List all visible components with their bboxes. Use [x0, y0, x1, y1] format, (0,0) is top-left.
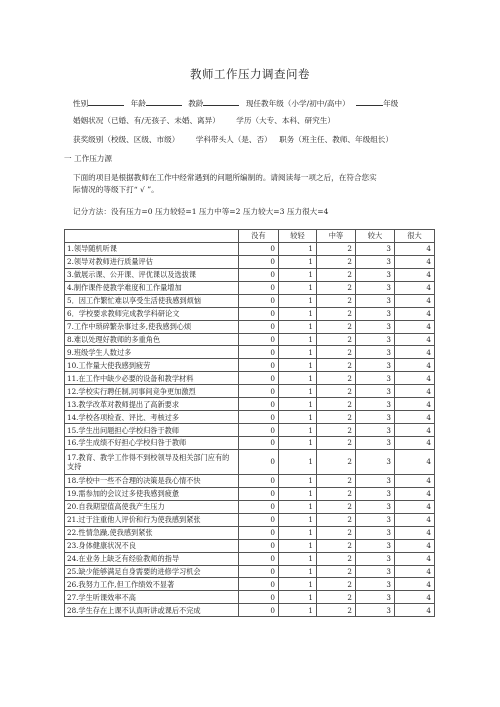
- item-text: 27.学生听课效率不高: [65, 591, 239, 604]
- score-cell[interactable]: 3: [356, 411, 395, 424]
- score-cell[interactable]: 2: [317, 242, 356, 255]
- score-cell[interactable]: 0: [239, 424, 279, 437]
- score-cell[interactable]: 2: [317, 578, 356, 591]
- score-cell[interactable]: 3: [356, 398, 395, 411]
- table-row: [65, 437, 435, 450]
- score-cell[interactable]: 1: [279, 474, 317, 487]
- score-cell[interactable]: 1: [279, 449, 317, 474]
- score-cell[interactable]: 3: [356, 539, 395, 552]
- item-text: 18.学校中一些不合理的决策是我心情不快: [65, 474, 239, 487]
- score-cell[interactable]: 0: [239, 320, 279, 333]
- table-row: [65, 333, 435, 346]
- score-cell[interactable]: 4: [395, 500, 435, 513]
- table-row: [65, 398, 435, 411]
- score-cell[interactable]: 1: [279, 398, 317, 411]
- score-cell[interactable]: 0: [239, 333, 279, 346]
- score-cell[interactable]: 4: [395, 487, 435, 500]
- score-cell[interactable]: 4: [395, 437, 435, 450]
- grade-blank[interactable]: [356, 97, 383, 106]
- score-cell[interactable]: 3: [356, 591, 395, 604]
- table-row: [65, 424, 435, 437]
- score-cell[interactable]: 0: [239, 242, 279, 255]
- score-cell[interactable]: 0: [239, 385, 279, 398]
- table-row: [65, 591, 435, 604]
- score-cell[interactable]: 4: [395, 474, 435, 487]
- score-cell[interactable]: 4: [395, 255, 435, 268]
- score-cell[interactable]: 3: [356, 578, 395, 591]
- section-title: 一 工作压力源: [64, 154, 112, 163]
- score-cell[interactable]: 3: [356, 526, 395, 539]
- score-cell[interactable]: 3: [356, 487, 395, 500]
- header-medium: 中等: [317, 230, 356, 243]
- score-cell[interactable]: 1: [279, 513, 317, 526]
- score-cell[interactable]: 1: [279, 242, 317, 255]
- score-cell[interactable]: 0: [239, 604, 279, 617]
- item-text: 9.班级学生人数过多: [65, 346, 239, 359]
- score-cell[interactable]: 2: [317, 320, 356, 333]
- table-row: [65, 346, 435, 359]
- score-cell[interactable]: 1: [279, 424, 317, 437]
- score-cell[interactable]: 1: [279, 320, 317, 333]
- score-cell[interactable]: 2: [317, 500, 356, 513]
- score-cell[interactable]: 0: [239, 255, 279, 268]
- item-text: 17.教育、教学工作得不到校领导及相关部门应有的支持: [65, 449, 239, 474]
- info-line-2: [73, 115, 335, 126]
- score-cell[interactable]: 2: [317, 307, 356, 320]
- score-cell[interactable]: 0: [239, 539, 279, 552]
- score-cell[interactable]: 4: [395, 398, 435, 411]
- score-cell[interactable]: 4: [395, 552, 435, 565]
- table-row: [65, 578, 435, 591]
- score-cell[interactable]: 2: [317, 437, 356, 450]
- score-cell[interactable]: 1: [279, 372, 317, 385]
- item-text: 28.学生存在上课不认真听讲或课后不完成: [65, 604, 239, 617]
- item-text: 3.做展示课、公开课、评优课以及选拔课: [65, 268, 239, 281]
- page-title: 教师工作压力调查问卷: [190, 67, 310, 81]
- score-cell[interactable]: 4: [395, 591, 435, 604]
- item-text: 26.我努力工作,但工作绩效不显著: [65, 578, 239, 591]
- item-text: 5．因工作繁忙难以享受生活使我感到烦恼: [65, 294, 239, 307]
- score-cell[interactable]: 2: [317, 411, 356, 424]
- item-text: 12.学校实行聘任制,同事间竞争更加激烈: [65, 385, 239, 398]
- score-cell[interactable]: 1: [279, 411, 317, 424]
- header-light: 较轻: [279, 230, 317, 243]
- item-text: 4.制作课件使教学难度和工作量增加: [65, 281, 239, 294]
- score-cell[interactable]: 0: [239, 398, 279, 411]
- table-row: [65, 526, 435, 539]
- score-cell[interactable]: 2: [317, 539, 356, 552]
- score-cell[interactable]: 0: [239, 565, 279, 578]
- score-cell[interactable]: 3: [356, 346, 395, 359]
- table-row: [65, 565, 435, 578]
- table-row: [65, 320, 435, 333]
- score-cell[interactable]: 4: [395, 281, 435, 294]
- instructions-line-1: 下面的项目是根据教师在工作中经常遇到的问题所编制的。请阅读每一项之后，在符合您实: [73, 173, 377, 182]
- subject-leader: 学科带头人（是、否）: [195, 135, 272, 144]
- score-cell[interactable]: 4: [395, 513, 435, 526]
- table-row: [65, 539, 435, 552]
- score-cell[interactable]: 3: [356, 242, 395, 255]
- score-cell[interactable]: 0: [239, 449, 279, 474]
- score-cell[interactable]: 1: [279, 307, 317, 320]
- teaching-age-blank[interactable]: [203, 97, 239, 106]
- item-text: 14.学校各项检查、评比、考核过多: [65, 411, 239, 424]
- table-row: [65, 449, 435, 474]
- score-cell[interactable]: 2: [317, 565, 356, 578]
- score-cell[interactable]: 2: [317, 268, 356, 281]
- score-cell[interactable]: 1: [279, 346, 317, 359]
- score-cell[interactable]: 3: [356, 268, 395, 281]
- current-level-label: 现任教年级（小学/初中/高中）: [245, 99, 350, 108]
- score-cell[interactable]: 2: [317, 604, 356, 617]
- score-cell[interactable]: 2: [317, 424, 356, 437]
- position: 职务（班主任、教师、年级组长）: [279, 135, 393, 144]
- score-cell[interactable]: 1: [279, 255, 317, 268]
- table-row: [65, 513, 435, 526]
- score-cell[interactable]: 1: [279, 281, 317, 294]
- score-cell[interactable]: 1: [279, 526, 317, 539]
- score-cell[interactable]: 1: [279, 539, 317, 552]
- score-cell[interactable]: 3: [356, 307, 395, 320]
- score-cell[interactable]: 2: [317, 552, 356, 565]
- score-cell[interactable]: 4: [395, 359, 435, 372]
- score-cell[interactable]: 3: [356, 437, 395, 450]
- score-cell[interactable]: 3: [356, 320, 395, 333]
- score-cell[interactable]: 0: [239, 359, 279, 372]
- score-cell[interactable]: 1: [279, 552, 317, 565]
- age-label: 年龄: [130, 99, 146, 108]
- item-text: 2.领导对教师进行质量评估: [65, 255, 239, 268]
- score-cell[interactable]: 3: [356, 372, 395, 385]
- award-level: 获奖级别（校级、区级、市级）: [73, 135, 180, 144]
- item-text: 24.在业务上缺乏有经验教师的指导: [65, 552, 239, 565]
- table-row: [65, 359, 435, 372]
- score-cell[interactable]: 1: [279, 487, 317, 500]
- score-cell[interactable]: 0: [239, 578, 279, 591]
- table-header-row: [65, 230, 435, 243]
- score-cell[interactable]: 3: [356, 359, 395, 372]
- score-cell[interactable]: 2: [317, 359, 356, 372]
- score-cell[interactable]: 2: [317, 398, 356, 411]
- item-text: 20.自我期望值高使我产生压力: [65, 500, 239, 513]
- score-cell[interactable]: 0: [239, 411, 279, 424]
- score-cell[interactable]: 1: [279, 268, 317, 281]
- item-text: 25.缺少能够满足自身需要的进修学习机会: [65, 565, 239, 578]
- score-cell[interactable]: 4: [395, 449, 435, 474]
- score-cell[interactable]: 1: [279, 565, 317, 578]
- info-line-1: [73, 97, 398, 109]
- table-row: [65, 372, 435, 385]
- score-cell[interactable]: 4: [395, 294, 435, 307]
- score-cell[interactable]: 2: [317, 333, 356, 346]
- teaching-age-label: 教龄: [188, 99, 204, 108]
- score-cell[interactable]: 0: [239, 294, 279, 307]
- score-cell[interactable]: 4: [395, 526, 435, 539]
- score-cell[interactable]: 4: [395, 372, 435, 385]
- table-row: [65, 552, 435, 565]
- score-cell[interactable]: 3: [356, 449, 395, 474]
- age-blank[interactable]: [146, 97, 182, 106]
- item-text: 16.学生成绩不好担心学校归咎于教师: [65, 437, 239, 450]
- score-cell[interactable]: 4: [395, 604, 435, 617]
- score-cell[interactable]: 4: [395, 268, 435, 281]
- scoring-method: 记分方法：没有压力=0 压力较轻=1 压力中等=2 压力较大=3 压力很大=4: [73, 207, 329, 216]
- item-text: 15.学生出问题担心学校归咎于教师: [65, 424, 239, 437]
- score-cell[interactable]: 3: [356, 281, 395, 294]
- table-row: [65, 242, 435, 255]
- score-cell[interactable]: 1: [279, 333, 317, 346]
- table-row: [65, 487, 435, 500]
- stress-table: [64, 229, 435, 617]
- score-cell[interactable]: 3: [356, 424, 395, 437]
- table-row: [65, 604, 435, 617]
- item-text: 11.在工作中缺少必要的设备和教学材料: [65, 372, 239, 385]
- score-cell[interactable]: 4: [395, 333, 435, 346]
- header-heavy: 较大: [356, 230, 395, 243]
- score-cell[interactable]: 2: [317, 591, 356, 604]
- score-cell[interactable]: 2: [317, 385, 356, 398]
- item-text: 13.教学改革对教师提出了高新要求: [65, 398, 239, 411]
- score-cell[interactable]: 3: [356, 565, 395, 578]
- header-very-heavy: 很大: [395, 230, 435, 243]
- table-row: [65, 474, 435, 487]
- score-cell[interactable]: 3: [356, 474, 395, 487]
- score-cell[interactable]: 4: [395, 565, 435, 578]
- table-row: [65, 294, 435, 307]
- item-text: 1.领导随机听课: [65, 242, 239, 255]
- score-cell[interactable]: 3: [356, 333, 395, 346]
- marital-status: 婚姻状况（已婚、有/无孩子、未婚、离异）: [73, 116, 220, 125]
- score-cell[interactable]: 3: [356, 294, 395, 307]
- table-row: [65, 255, 435, 268]
- item-text: 19.需参加的会议过多使我感到疲惫: [65, 487, 239, 500]
- score-cell[interactable]: 3: [356, 604, 395, 617]
- header-none: 没有: [239, 230, 279, 243]
- score-cell[interactable]: 0: [239, 268, 279, 281]
- instructions-line-2: 际情况的等级下打“ √ ”。: [73, 185, 159, 194]
- score-cell[interactable]: 0: [239, 513, 279, 526]
- score-cell[interactable]: 3: [356, 255, 395, 268]
- score-cell[interactable]: 4: [395, 242, 435, 255]
- score-cell[interactable]: 0: [239, 552, 279, 565]
- score-cell[interactable]: 2: [317, 255, 356, 268]
- score-cell[interactable]: 1: [279, 591, 317, 604]
- item-text: 23.身体健康状况不良: [65, 539, 239, 552]
- table-row: [65, 385, 435, 398]
- item-text: 10.工作量大使我感到疲劳: [65, 359, 239, 372]
- table-row: [65, 411, 435, 424]
- score-cell[interactable]: 4: [395, 539, 435, 552]
- score-cell[interactable]: 4: [395, 320, 435, 333]
- score-cell[interactable]: 0: [239, 474, 279, 487]
- score-cell[interactable]: 2: [317, 294, 356, 307]
- score-cell[interactable]: 0: [239, 307, 279, 320]
- score-cell[interactable]: 0: [239, 500, 279, 513]
- table-row: [65, 500, 435, 513]
- score-cell[interactable]: 4: [395, 424, 435, 437]
- score-cell[interactable]: 0: [239, 526, 279, 539]
- info-line-3: [73, 134, 393, 145]
- gender-label: 性别: [73, 99, 89, 108]
- score-cell[interactable]: 1: [279, 359, 317, 372]
- score-cell[interactable]: 4: [395, 411, 435, 424]
- item-text: 22.性情急躁,使我感到紧张: [65, 526, 239, 539]
- score-cell[interactable]: 2: [317, 346, 356, 359]
- score-cell[interactable]: 0: [239, 591, 279, 604]
- score-cell[interactable]: 3: [356, 513, 395, 526]
- score-cell[interactable]: 3: [356, 552, 395, 565]
- score-cell[interactable]: 1: [279, 437, 317, 450]
- item-text: 7.工作中琐碎繁杂事过多,使我感到心烦: [65, 320, 239, 333]
- score-cell[interactable]: 4: [395, 346, 435, 359]
- table-row: [65, 307, 435, 320]
- score-cell[interactable]: 1: [279, 294, 317, 307]
- score-cell[interactable]: 3: [356, 385, 395, 398]
- item-text: 21.过于注重他人评价和行为使我感到紧张: [65, 513, 239, 526]
- score-cell[interactable]: 0: [239, 281, 279, 294]
- score-cell[interactable]: 2: [317, 526, 356, 539]
- score-cell[interactable]: 0: [239, 346, 279, 359]
- score-cell[interactable]: 2: [317, 449, 356, 474]
- score-cell[interactable]: 1: [279, 578, 317, 591]
- score-cell[interactable]: 2: [317, 474, 356, 487]
- score-cell[interactable]: 0: [239, 487, 279, 500]
- education: 学历（大专、本科、研究生）: [236, 116, 335, 125]
- score-cell[interactable]: 2: [317, 281, 356, 294]
- score-cell[interactable]: 3: [356, 500, 395, 513]
- item-text: 6．学校要求教师完成教学科研论文: [65, 307, 239, 320]
- score-cell[interactable]: 4: [395, 307, 435, 320]
- score-cell[interactable]: 4: [395, 578, 435, 591]
- score-cell[interactable]: 0: [239, 372, 279, 385]
- table-row: [65, 268, 435, 281]
- score-cell[interactable]: 1: [279, 604, 317, 617]
- table-row: [65, 281, 435, 294]
- item-text: 8.难以处理好教师的多重角色: [65, 333, 239, 346]
- score-cell[interactable]: 1: [279, 385, 317, 398]
- score-cell[interactable]: 2: [317, 372, 356, 385]
- score-cell[interactable]: 2: [317, 513, 356, 526]
- score-cell[interactable]: 2: [317, 487, 356, 500]
- score-cell[interactable]: 4: [395, 385, 435, 398]
- score-cell[interactable]: 1: [279, 500, 317, 513]
- gender-blank[interactable]: [88, 97, 124, 106]
- header-item: [65, 230, 239, 243]
- score-cell[interactable]: 0: [239, 437, 279, 450]
- grade-suffix: 年级: [383, 99, 399, 108]
